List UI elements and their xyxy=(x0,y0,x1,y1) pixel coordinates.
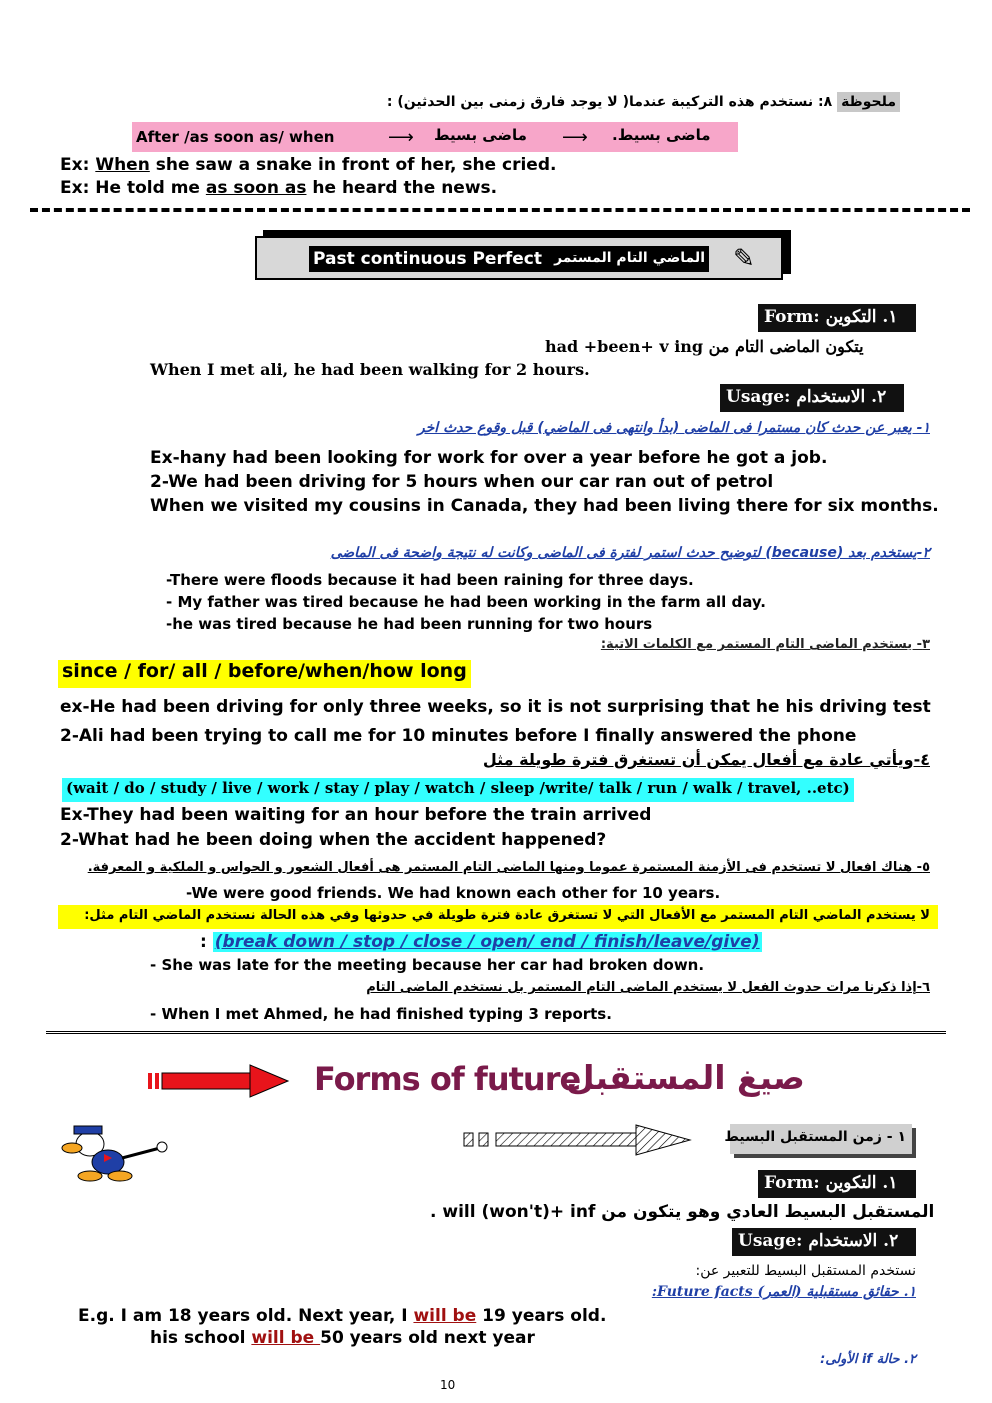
arrow-icon: ⟶ xyxy=(562,127,588,148)
keywords-highlight: since / for/ all / before/when/how long xyxy=(58,660,471,688)
usage-2: ٢-يستخدم بعد (because) لتوضيح حدث استمر لفترة فى الماضى وكانت له نتيجة واضحة فى الماضى xyxy=(330,545,930,561)
usage-1-examples: Ex-hany had been looking for work for over a year before he got a job. 2-We had been driving for 5 hours when our car ran out of petrol When we visited my cousins in Canada, they had been living there for six months. xyxy=(150,448,939,516)
section-title-box xyxy=(255,236,783,280)
section-title-ar: الماضي التام المستمر xyxy=(554,250,705,266)
if-case: ٢. حالة if الأولى: xyxy=(820,1352,916,1367)
future-example-2: his school will be 50 years old next year xyxy=(150,1328,535,1348)
usage-4: ٤-ويأتي عادة مع أفعال يمكن أن تستغرق فترة طويلة مثل xyxy=(482,750,930,769)
future-usage-label: Usage: ٢. الاستخدام xyxy=(732,1228,916,1256)
future-usage-intro: نستخدم المستقبل البسيط للتعبير عن: xyxy=(695,1263,916,1279)
form-label: Form: ١. التكوين xyxy=(758,304,916,332)
future-facts: ١. حقائق مستقبلية (العمر) Future facts: xyxy=(651,1284,916,1300)
cyan-verbs-line: : (break down / stop / close / open/ end / finish/leave/give) xyxy=(200,932,760,952)
usage-label: Usage: ٢. الاستخدام xyxy=(720,384,904,412)
future-form-text: المستقبل البسيط العادي وهو يتكون من will (won't)+ inf . xyxy=(430,1202,935,1222)
duck-cartoon-icon xyxy=(60,1118,180,1184)
usage-6: ٦-إذا ذكرنا مرات حدوث الفعل لا يستخدم الماضى التام المستمر بل نستخدم الماضى التام xyxy=(366,980,930,995)
cyan-verbs: (break down / stop / close / open/ end / finish/leave/give) xyxy=(214,932,760,952)
usage-1: ١- يعبر عن حدث كان مستمرا فى الماضى (بدأ وانتهى فى الماضي) قبل وقوع حدث اخر xyxy=(417,420,930,436)
cyan-example: - She was late for the meeting because her car had broken down. xyxy=(150,956,705,974)
example-line: Ex: When she saw a snake in front of her, she cried. xyxy=(60,155,557,175)
future-title-ar: صيغ المستقبل xyxy=(566,1058,805,1097)
usage-2-examples: -There were floods because it had been raining for three days. - My father was tired because he had been working in the farm all day. -he was tired because he had been running for two hours xyxy=(166,571,767,633)
page-number: 10 xyxy=(440,1378,456,1392)
note8-tag: ملحوظة xyxy=(837,92,900,112)
form-example: When I met ali, he had been walking for 2 hours. xyxy=(150,360,590,379)
example-line: Ex: He told me as soon as he heard the news. xyxy=(60,178,498,198)
yellow-note: لا يستخدم الماضي التام المستمر مع الأفعال التي لا تستغرق عادة فترة طويلة في حدوثها وفي هذه الحالة نستخدم الماضي التام مثل: xyxy=(58,905,938,929)
title-inner xyxy=(309,246,709,272)
pink-mid: ماضى بسيط xyxy=(434,126,527,144)
usage-3-examples: ex-He had been driving for only three weeks, so it is not surprising that he his driving test 2-Ali had been trying to call me for 10 minutes before I finally answered the phone xyxy=(60,697,931,746)
simple-future-label: ١ - زمن المستقبل البسيط xyxy=(730,1124,912,1154)
pink-formula xyxy=(132,122,738,152)
section-divider xyxy=(46,1031,946,1034)
usage-4-examples: Ex-They had been waiting for an hour before the train arrived 2-What had he been doing when the accident happened? xyxy=(60,805,652,850)
pink-left: After /as soon as/ when xyxy=(136,128,335,146)
arrow-icon: ⟶ xyxy=(388,127,414,148)
note8-text: ٨: نستخدم هذه التركيبة عندما( لا يوجد فارق زمنى بين الحدثين) : xyxy=(386,94,833,110)
verbs-highlight: (wait / do / study / live / work / stay / play / watch / sleep /write/ talk / run / walk / travel, ..etc) xyxy=(62,778,854,802)
future-title-en: Forms of future xyxy=(314,1060,581,1098)
usage-5-example: -We were good friends. We had known each other for 10 years. xyxy=(186,884,721,902)
section-divider xyxy=(30,208,970,212)
future-example-1: E.g. I am 18 years old. Next year, I will be 19 years old. xyxy=(78,1306,607,1326)
usage-6-example: - When I met Ahmed, he had finished typing 3 reports. xyxy=(150,1005,612,1023)
hatched-arrow-icon xyxy=(462,1124,694,1156)
red-arrow-icon xyxy=(148,1064,290,1098)
section-title: Past continuous Perfect xyxy=(313,249,542,269)
usage-5: ٥- هناك افعال لا تستخدم فى الأزمنة المستمرة عموما ومنها الماضى التام المستمر هى أفعال الشعور و الحواس و الملكية و المعرفة. xyxy=(87,860,930,875)
future-form-label: Form: ١. التكوين xyxy=(758,1170,916,1198)
form-text: يتكون الماضى التام من had +been+ v ing xyxy=(545,337,864,356)
pink-right: ماضى بسيط. xyxy=(612,126,711,144)
usage-3: ٣- يستخدم الماضى التام المستمر مع الكلمات الاتية: xyxy=(600,637,930,652)
note8-line xyxy=(387,94,900,110)
pen-icon: ✎ xyxy=(733,244,755,274)
